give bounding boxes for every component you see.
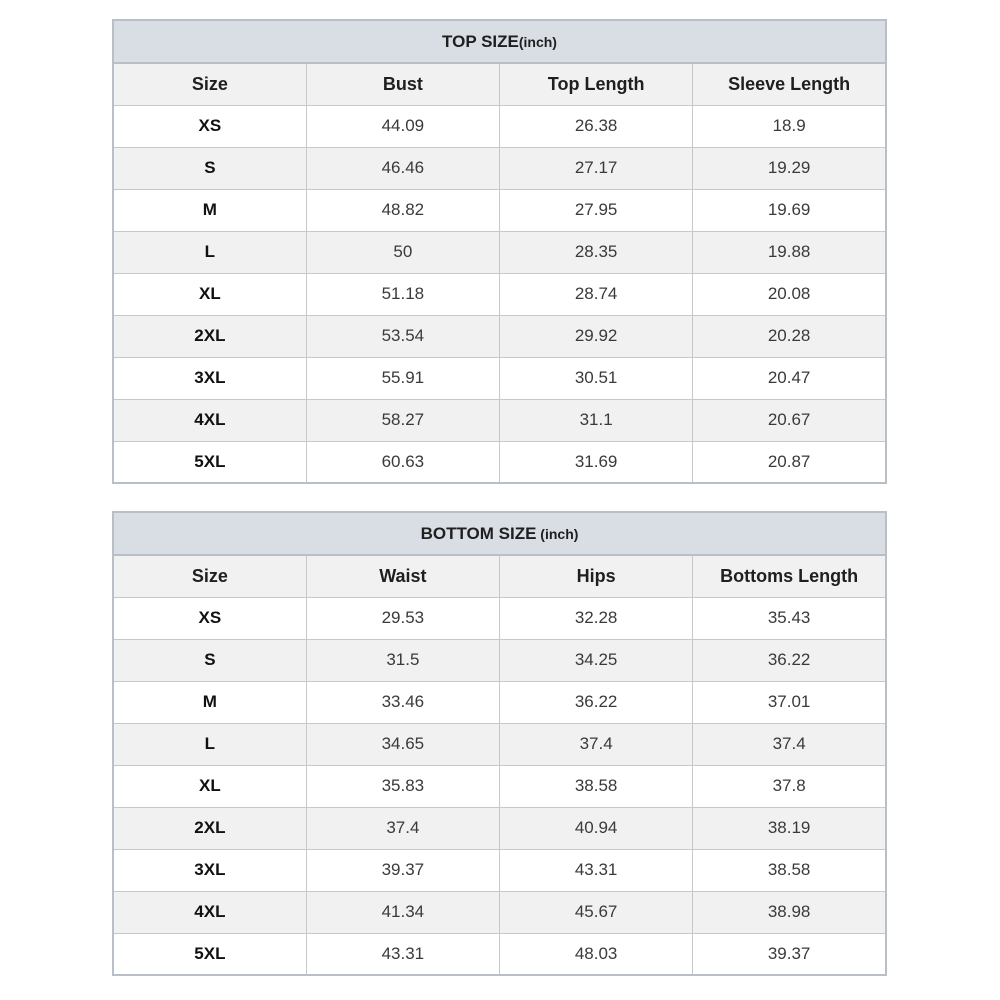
value-cell: 37.4 [306, 807, 499, 849]
value-cell: 37.4 [693, 723, 886, 765]
table-row [113, 189, 886, 231]
value-cell: 37.8 [693, 765, 886, 807]
value-cell: 48.03 [500, 933, 693, 975]
size-cell: L [113, 231, 306, 273]
value-cell: 35.83 [306, 765, 499, 807]
size-cell: M [113, 189, 306, 231]
value-cell: 38.58 [693, 849, 886, 891]
table-header-row [113, 63, 886, 105]
size-cell: 4XL [113, 399, 306, 441]
value-cell: 20.28 [693, 315, 886, 357]
value-cell: 36.22 [500, 681, 693, 723]
value-cell: 19.69 [693, 189, 886, 231]
table-title-text: TOP SIZE [442, 31, 519, 51]
bottom-size-table [112, 511, 887, 976]
value-cell: 60.63 [306, 441, 499, 483]
size-cell: M [113, 681, 306, 723]
value-cell: 58.27 [306, 399, 499, 441]
value-cell: 29.92 [500, 315, 693, 357]
value-cell: 48.82 [306, 189, 499, 231]
size-cell: 3XL [113, 357, 306, 399]
table-title-row [113, 20, 886, 63]
value-cell: 20.47 [693, 357, 886, 399]
value-cell: 27.17 [500, 147, 693, 189]
value-cell: 51.18 [306, 273, 499, 315]
value-cell: 31.5 [306, 639, 499, 681]
size-cell: 4XL [113, 891, 306, 933]
value-cell: 45.67 [500, 891, 693, 933]
column-header: Bust [306, 63, 499, 105]
value-cell: 37.4 [500, 723, 693, 765]
table-row [113, 807, 886, 849]
table-unit: (inch) [536, 525, 579, 542]
value-cell: 36.22 [693, 639, 886, 681]
value-cell: 39.37 [693, 933, 886, 975]
table-row [113, 891, 886, 933]
value-cell: 28.74 [500, 273, 693, 315]
size-cell: XL [113, 765, 306, 807]
table-row [113, 681, 886, 723]
size-cell: 5XL [113, 441, 306, 483]
value-cell: 43.31 [306, 933, 499, 975]
value-cell: 19.29 [693, 147, 886, 189]
value-cell: 27.95 [500, 189, 693, 231]
table-row [113, 273, 886, 315]
table-row [113, 639, 886, 681]
column-header: Size [113, 555, 306, 597]
value-cell: 20.08 [693, 273, 886, 315]
size-cell: S [113, 147, 306, 189]
value-cell: 55.91 [306, 357, 499, 399]
value-cell: 44.09 [306, 105, 499, 147]
size-cell: S [113, 639, 306, 681]
value-cell: 28.35 [500, 231, 693, 273]
value-cell: 43.31 [500, 849, 693, 891]
table-row [113, 399, 886, 441]
size-cell: 2XL [113, 315, 306, 357]
value-cell: 20.67 [693, 399, 886, 441]
table-row [113, 147, 886, 189]
table-row [113, 441, 886, 483]
value-cell: 34.25 [500, 639, 693, 681]
table-title-text: BOTTOM SIZE [420, 523, 537, 543]
size-cell: XS [113, 105, 306, 147]
value-cell: 38.98 [693, 891, 886, 933]
size-cell: 2XL [113, 807, 306, 849]
column-header: Waist [306, 555, 499, 597]
table-row [113, 315, 886, 357]
table-title-row [113, 512, 886, 555]
value-cell: 26.38 [500, 105, 693, 147]
column-header: Top Length [500, 63, 693, 105]
table-header-row [113, 555, 886, 597]
table-row [113, 105, 886, 147]
value-cell: 53.54 [306, 315, 499, 357]
value-cell: 34.65 [306, 723, 499, 765]
column-header: Hips [500, 555, 693, 597]
table-title [113, 20, 886, 63]
value-cell: 30.51 [500, 357, 693, 399]
column-header: Bottoms Length [693, 555, 886, 597]
table-title [113, 512, 886, 555]
value-cell: 46.46 [306, 147, 499, 189]
table-row [113, 933, 886, 975]
top-size-table [112, 19, 887, 484]
value-cell: 31.69 [500, 441, 693, 483]
table-row [113, 357, 886, 399]
table-row [113, 597, 886, 639]
size-cell: 3XL [113, 849, 306, 891]
table-row [113, 723, 886, 765]
table-row [113, 231, 886, 273]
value-cell: 37.01 [693, 681, 886, 723]
value-cell: 19.88 [693, 231, 886, 273]
value-cell: 32.28 [500, 597, 693, 639]
table-unit: (inch) [518, 33, 557, 50]
value-cell: 50 [306, 231, 499, 273]
table-row [113, 849, 886, 891]
value-cell: 31.1 [500, 399, 693, 441]
size-cell: XS [113, 597, 306, 639]
value-cell: 40.94 [500, 807, 693, 849]
value-cell: 18.9 [693, 105, 886, 147]
value-cell: 38.58 [500, 765, 693, 807]
value-cell: 39.37 [306, 849, 499, 891]
value-cell: 41.34 [306, 891, 499, 933]
value-cell: 38.19 [693, 807, 886, 849]
size-cell: 5XL [113, 933, 306, 975]
value-cell: 33.46 [306, 681, 499, 723]
column-header: Sleeve Length [693, 63, 886, 105]
value-cell: 20.87 [693, 441, 886, 483]
size-cell: XL [113, 273, 306, 315]
value-cell: 35.43 [693, 597, 886, 639]
column-header: Size [113, 63, 306, 105]
table-row [113, 765, 886, 807]
size-cell: L [113, 723, 306, 765]
value-cell: 29.53 [306, 597, 499, 639]
